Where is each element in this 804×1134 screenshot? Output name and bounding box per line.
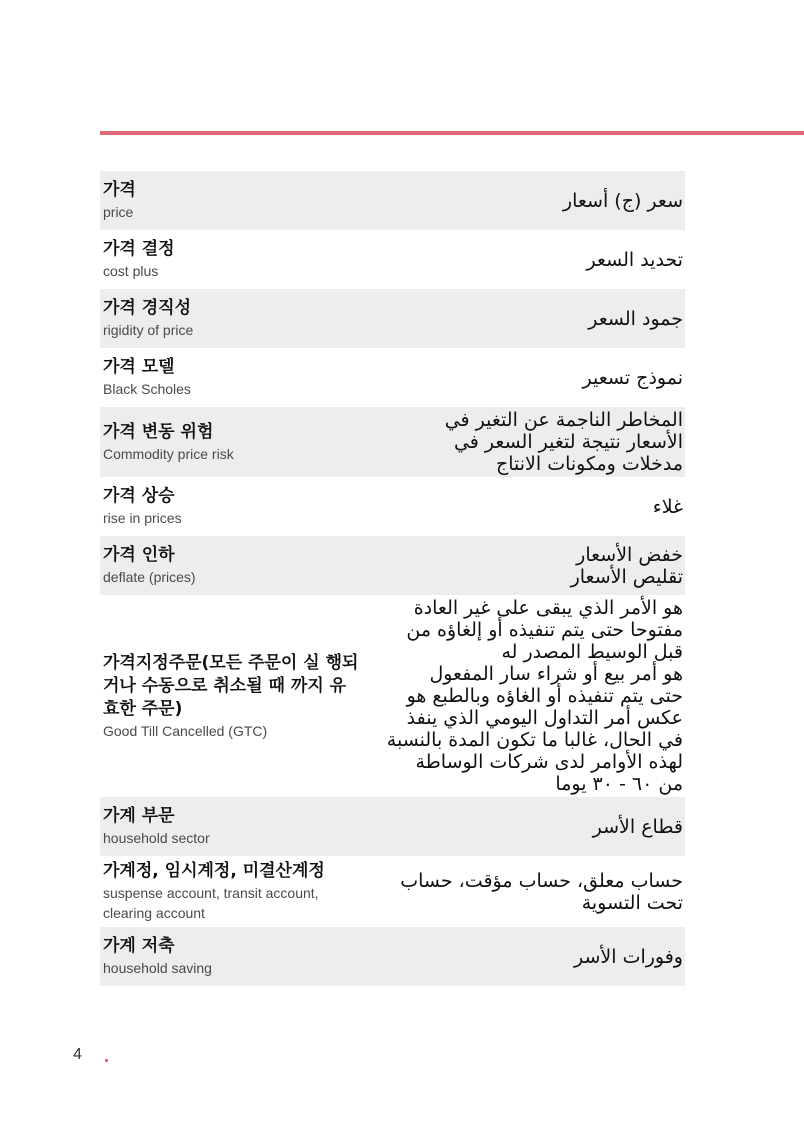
glossary-row bbox=[100, 797, 685, 856]
arabic-line: تحديد السعر bbox=[586, 248, 683, 271]
korean-term: 가격 변동 위험 bbox=[103, 421, 214, 442]
arabic-line: وفورات الأسر bbox=[574, 945, 683, 968]
arabic-line: نموذج تسعير bbox=[582, 366, 683, 389]
arabic-translation bbox=[359, 595, 683, 797]
term-source bbox=[103, 540, 359, 591]
glossary-row bbox=[100, 171, 685, 230]
arabic-translation bbox=[359, 868, 683, 916]
english-term: household saving bbox=[103, 960, 212, 976]
arabic-line: هو الأمر الذي يبقى على غير العادة bbox=[413, 597, 683, 619]
arabic-translation bbox=[359, 188, 683, 214]
arabic-translation bbox=[359, 247, 683, 273]
term-source bbox=[103, 481, 359, 532]
arabic-line: تقليص الأسعار bbox=[570, 565, 683, 588]
term-source bbox=[103, 801, 359, 852]
arabic-line: المخاطر الناجمة عن التغير في bbox=[444, 409, 683, 431]
term-source bbox=[103, 931, 359, 982]
arabic-line: سعر (ج) أسعار bbox=[562, 189, 683, 212]
glossary-row bbox=[100, 477, 685, 536]
english-term: Black Scholes bbox=[103, 381, 191, 397]
arabic-translation bbox=[359, 365, 683, 391]
glossary-row bbox=[100, 595, 685, 797]
arabic-line: حتى يتم تنفيذه أو الغاؤه وبالطبع هو bbox=[406, 685, 683, 707]
term-source bbox=[103, 175, 359, 226]
arabic-translation bbox=[359, 944, 683, 970]
arabic-line: غلاء bbox=[652, 495, 683, 518]
arabic-line: في الحال، غالبا ما تكون المدة بالنسبة bbox=[386, 729, 683, 751]
glossary-row bbox=[100, 536, 685, 595]
arabic-line: هو أمر بيع أو شراء سار المفعول bbox=[429, 663, 683, 685]
english-term: rise in prices bbox=[103, 510, 182, 526]
english-term: price bbox=[103, 204, 134, 220]
glossary-row bbox=[100, 927, 685, 986]
arabic-translation bbox=[359, 542, 683, 590]
arabic-line: قبل الوسيط المصدر له bbox=[501, 641, 683, 663]
arabic-line: لهذه الأوامر لدى شركات الوساطة bbox=[415, 751, 683, 773]
korean-term: 가계 저축 bbox=[103, 936, 175, 956]
term-source bbox=[103, 234, 359, 285]
arabic-line: مفتوحا حتى يتم تنفيذه أو إلغاؤه من bbox=[406, 619, 683, 641]
arabic-translation bbox=[359, 306, 683, 332]
header-rule bbox=[100, 131, 804, 135]
term-source bbox=[103, 293, 359, 344]
arabic-line: الأسعار نتيجة لتغير السعر في bbox=[453, 431, 683, 453]
korean-term: 가격 결정 bbox=[103, 239, 175, 259]
arabic-translation bbox=[359, 494, 683, 520]
arabic-line: تحت التسوية bbox=[581, 891, 683, 914]
english-term: Good Till Cancelled (GTC) bbox=[103, 722, 268, 739]
english-term: Commodity price risk bbox=[103, 445, 234, 462]
glossary-row bbox=[100, 407, 685, 477]
term-source bbox=[103, 856, 359, 927]
glossary-row bbox=[100, 856, 685, 927]
english-term: cost plus bbox=[103, 263, 159, 279]
arabic-line: من ٦٠ - ٣٠ يوما bbox=[555, 773, 683, 795]
term-source bbox=[103, 352, 359, 403]
arabic-translation bbox=[359, 407, 683, 477]
korean-term: 가격지정주문(모든 주문이 실 행되거나 수동으로 취소될 때 까지 유효한 주문) bbox=[103, 652, 359, 719]
korean-term: 가격 bbox=[103, 180, 136, 200]
english-term: household sector bbox=[103, 830, 210, 846]
korean-term: 가계 부문 bbox=[103, 806, 175, 826]
term-source bbox=[103, 648, 359, 745]
korean-term: 가계정, 임시계정, 미결산계정 bbox=[103, 861, 325, 881]
arabic-line: عكس أمر التداول اليومي الذي ينفذ bbox=[406, 707, 683, 729]
glossary-table bbox=[100, 171, 685, 986]
korean-term: 가격 모델 bbox=[103, 357, 175, 377]
korean-term: 가격 인하 bbox=[103, 545, 175, 565]
glossary-row bbox=[100, 230, 685, 289]
english-term: suspense account, transit account, clearing account bbox=[103, 885, 319, 921]
glossary-row bbox=[100, 289, 685, 348]
page-number: 4 bbox=[73, 1046, 82, 1063]
english-term: deflate (prices) bbox=[103, 569, 196, 585]
glossary-row bbox=[100, 348, 685, 407]
arabic-translation bbox=[359, 814, 683, 840]
arabic-line: حساب معلق، حساب مؤقت، حساب bbox=[400, 869, 683, 892]
korean-term: 가격 경직성 bbox=[103, 298, 192, 318]
arabic-line: قطاع الأسر bbox=[592, 815, 683, 838]
arabic-line: خفض الأسعار bbox=[576, 543, 683, 566]
arabic-line: جمود السعر bbox=[588, 307, 683, 330]
page-marker-dot bbox=[105, 1059, 108, 1062]
english-term: rigidity of price bbox=[103, 322, 194, 338]
term-source bbox=[103, 417, 359, 468]
korean-term: 가격 상승 bbox=[103, 486, 175, 506]
arabic-line: مدخلات ومكونات الانتاج bbox=[495, 453, 683, 475]
